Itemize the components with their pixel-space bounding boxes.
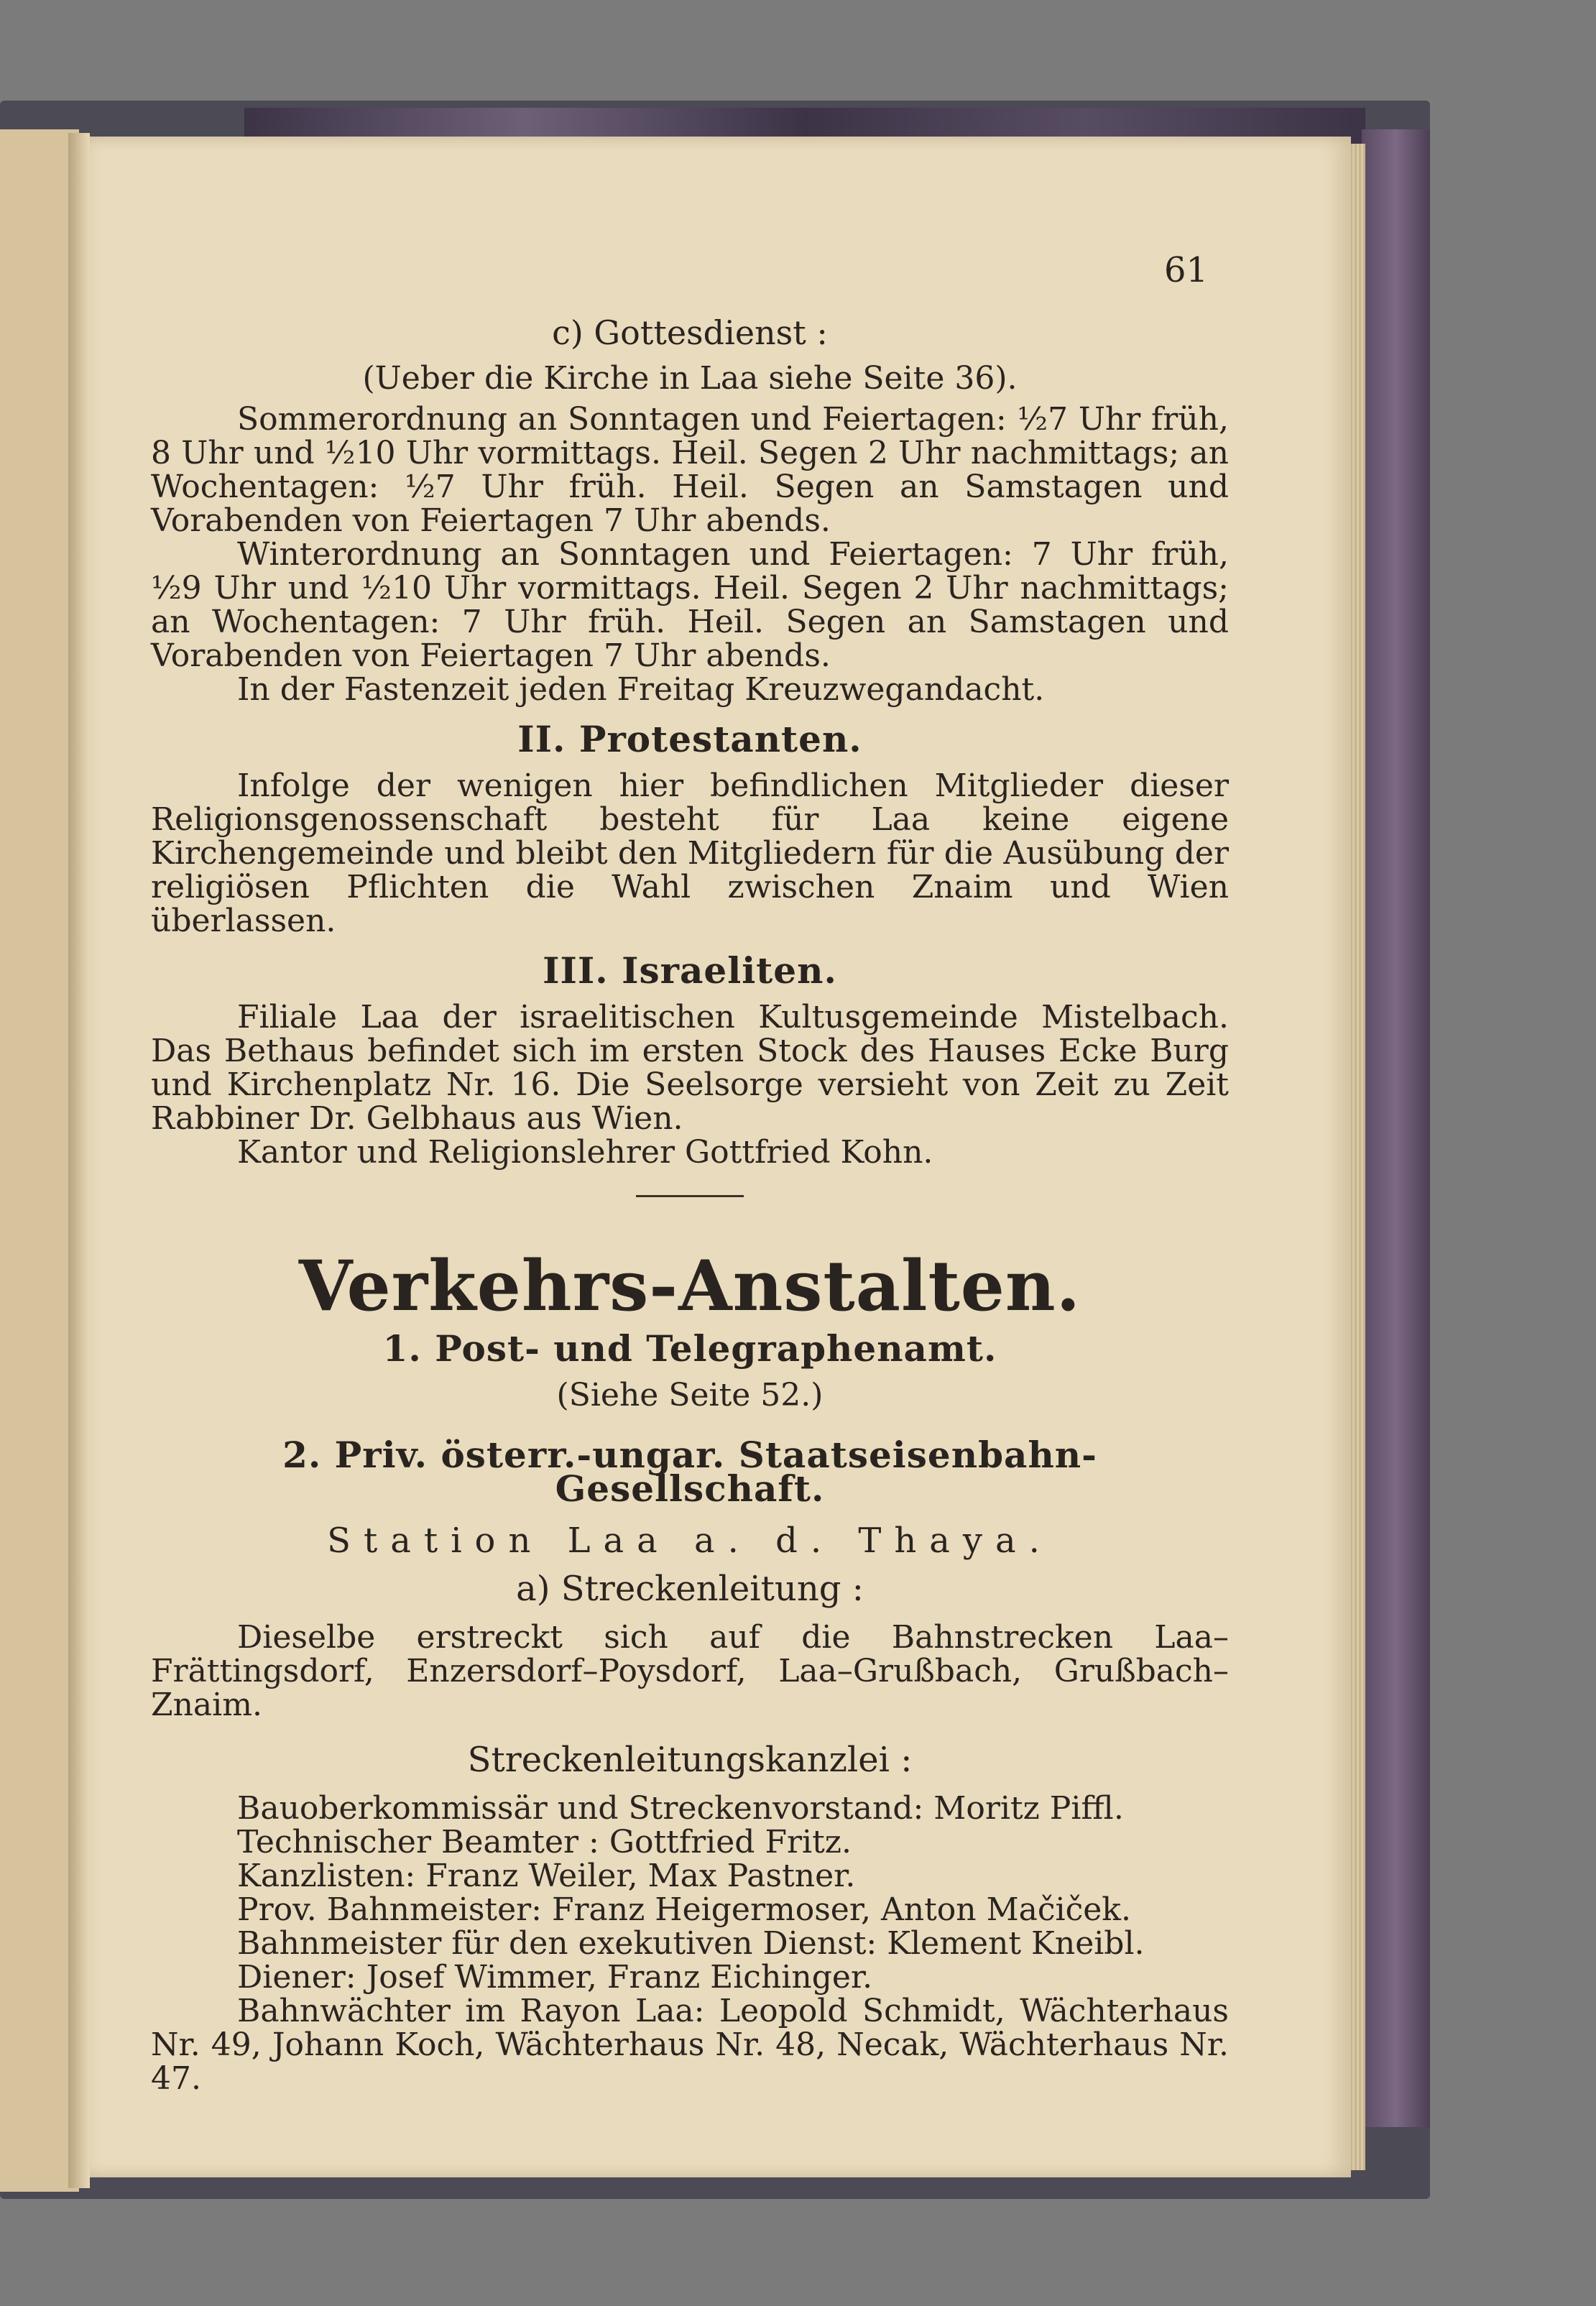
kanzlei-line: Bahnmeister für den exekutiven Dienst: Klement Kneibl. (237, 1925, 1145, 1962)
verkehrs-title: Verkehrs-Anstalten. (298, 1245, 1081, 1327)
station-line: Station Laa a. d. Thaya. (327, 1521, 1053, 1561)
waechter-paragraph: Bahnwächter im Rayon Laa: Leopold Schmidt, Wächterhaus Nr. 49, Johann Koch, Wächterhaus Nr. 48, Necak, Wächterhaus Nr. 47. (151, 1993, 1229, 2097)
gottesdienst-note: (Ueber die Kirche in Laa siehe Seite 36). (362, 360, 1018, 397)
strecken-heading: a) Streckenleitung : (516, 1569, 864, 1609)
kanzlei-line: Diener: Josef Wimmer, Franz Eichinger. (237, 1959, 873, 1996)
page-gutter (68, 133, 90, 2188)
israeliten-paragraph: Filiale Laa der israelitischen Kultusgemeinde Mistelbach. Das Bethaus befindet sich im ersten Stock des Hauses Ecke Burg und Kirchenplatz Nr. 16. Die Seelsorge versieht von Zeit zu Zeit Rabbiner Dr. Gelbhaus aus Wien. (151, 999, 1229, 1137)
left-facing-page (0, 129, 79, 2192)
protestanten-heading: II. Protestanten. (517, 718, 862, 760)
post-heading: 1. Post- und Telegraphenamt. (382, 1327, 997, 1370)
kanzlei-list (151, 1791, 1229, 1994)
kanzlei-heading: Streckenleitungskanzlei : (467, 1740, 913, 1780)
kanzlei-line: Kanzlisten: Franz Weiler, Max Pastner. (237, 1858, 856, 1894)
page-content (151, 237, 1229, 2095)
sommerordnung-paragraph: Sommerordnung an Sonntagen und Feiertagen: ½7 Uhr früh, 8 Uhr und ½10 Uhr vormittags. Heil. Segen 2 Uhr nachmittags; an Wochentagen: ½7 Uhr früh. Heil. Segen an Samstagen und Vorabenden von Feiertagen 7 Uhr abends. (151, 401, 1229, 539)
protestanten-paragraph: Infolge der wenigen hier befindlichen Mitglieder dieser Religionsgenossenschaft besteht für Laa keine eigene Kirchengemeinde und bleibt den Mitgliedern für die Ausübung der religiösen Pflichten die Wahl zwischen Znaim und Wien überlassen. (151, 767, 1229, 939)
kanzlei-line: Prov. Bahnmeister: Franz Heigermoser, Anton Mačiček. (237, 1891, 1131, 1928)
kantor-paragraph: Kantor und Religionslehrer Gottfried Kohn. (237, 1134, 933, 1171)
israeliten-heading: III. Israeliten. (543, 949, 837, 992)
page-number: 61 (1164, 250, 1209, 290)
fastenzeit-paragraph: In der Fastenzeit jeden Freitag Kreuzwegandacht. (237, 671, 1045, 708)
kanzlei-line: Bauoberkommissär und Streckenvorstand: Moritz Piffl. (237, 1790, 1124, 1827)
gottesdienst-heading: c) Gottesdienst : (552, 313, 828, 352)
post-note: (Siehe Seite 52.) (556, 1377, 824, 1413)
kanzlei-line: Technischer Beamter : Gottfried Fritz. (237, 1824, 852, 1860)
winterordnung-paragraph: Winterordnung an Sonntagen und Feiertagen: 7 Uhr früh, ½9 Uhr und ½10 Uhr vormittags. Heil. Segen 2 Uhr nachmittags; an Wochentagen: 7 Uhr früh. Heil. Segen an Samstagen und Vorabenden von Feiertagen 7 Uhr abends. (151, 536, 1229, 674)
bahn-heading: 2. Priv. österr.-ungar. Staatseisenbahn-Gesellschaft. (282, 1434, 1097, 1510)
binding-edge (1362, 129, 1430, 2127)
section-divider (636, 1195, 744, 1197)
strecken-paragraph: Dieselbe erstreckt sich auf die Bahnstrecken Laa–Frättingsdorf, Enzersdorf–Poysdorf, Laa–Grußbach, Grußbach–Znaim. (151, 1619, 1229, 1723)
